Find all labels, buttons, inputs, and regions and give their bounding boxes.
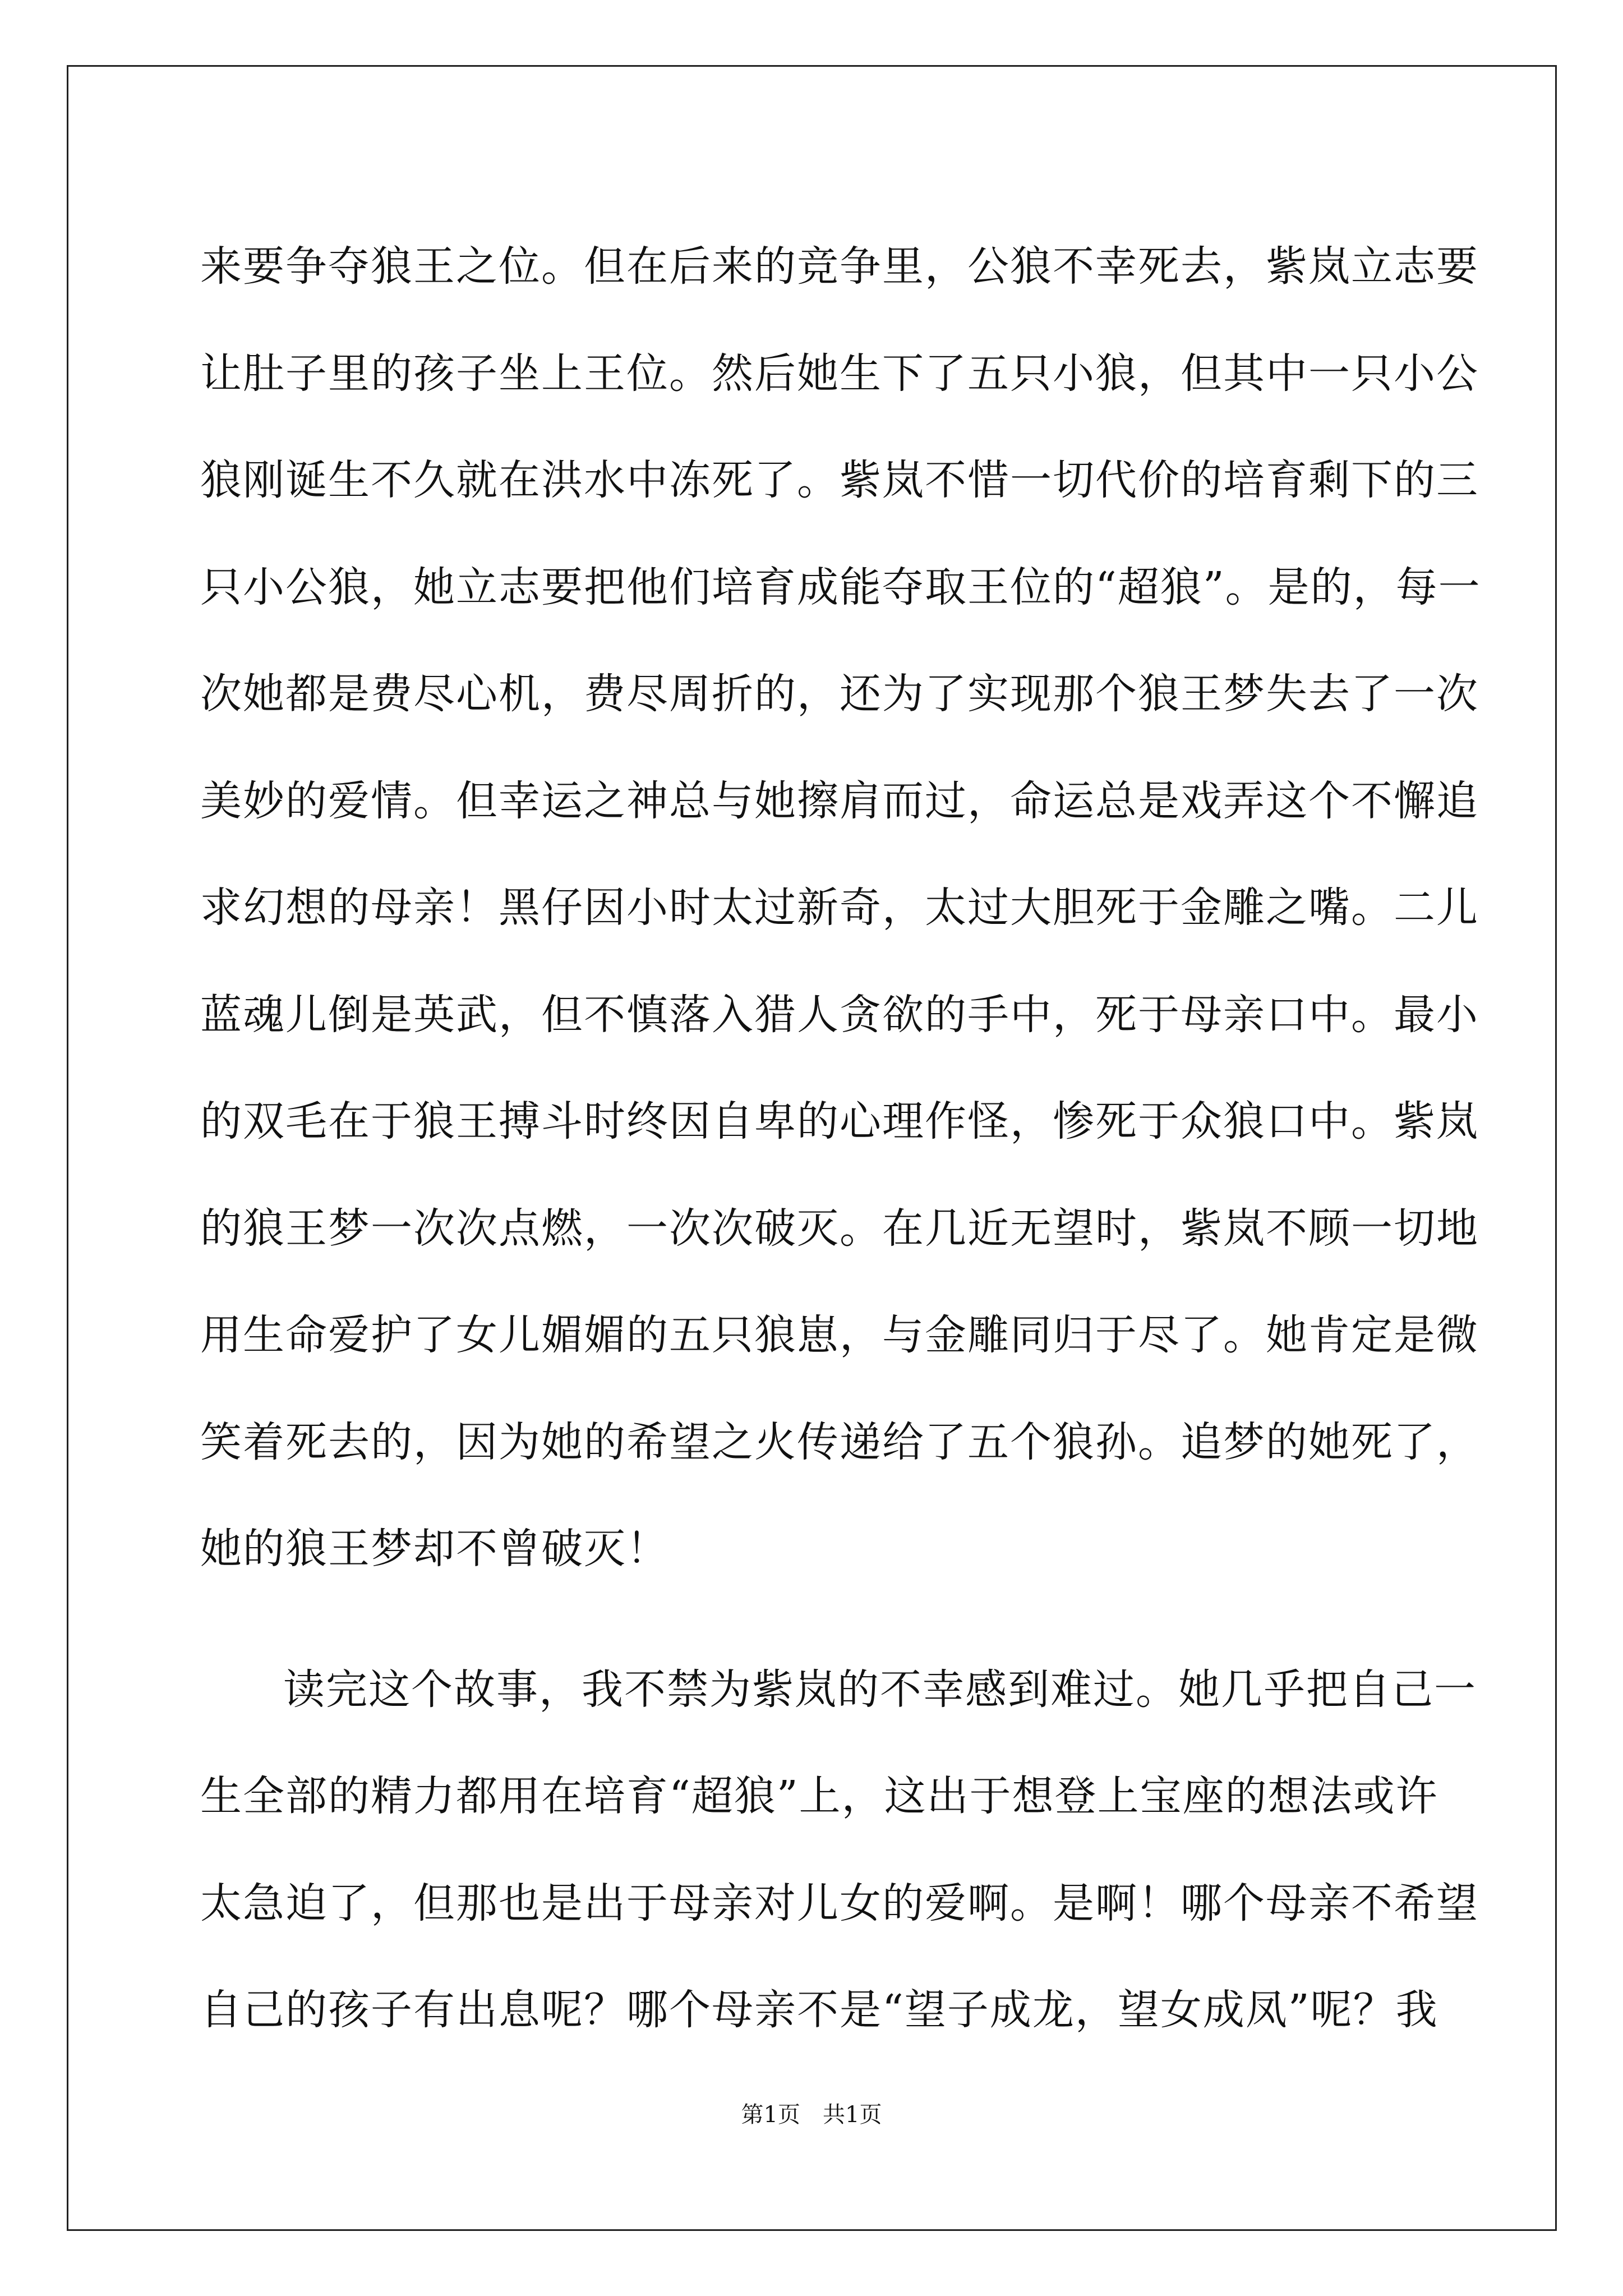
text-line: 太急迫了，但那也是出于母亲对儿女的爱啊。是啊！哪个母亲不希望 [200, 1879, 1479, 1927]
text-line: 求幻想的母亲！黑仔因小时太过新奇，太过大胆死于金雕之嘴。二儿 [200, 884, 1479, 932]
page-total: 共1页 [823, 2102, 882, 2128]
text-line: 次她都是费尽心机，费尽周折的，还为了实现那个狼王梦失去了一次 [200, 670, 1479, 718]
text-line: 的狼王梦一次次点燃，一次次破灭。在几近无望时，紫岚不顾一切地 [200, 1204, 1479, 1253]
text-line: 只小公狼，她立志要把他们培育成能夺取王位的“超狼”。是的，每一 [200, 563, 1481, 611]
text-line: 蓝魂儿倒是英武，但不慎落入猎人贪欲的手中，死于母亲口中。最小 [200, 990, 1479, 1039]
text-line: 自己的孩子有出息呢？哪个母亲不是“望子成龙，望女成凤”呢？我 [200, 1986, 1438, 2034]
text-line: 用生命爱护了女儿媚媚的五只狼崽，与金雕同归于尽了。她肯定是微 [200, 1311, 1479, 1359]
text-line: 来要争夺狼王之位。但在后来的竞争里，公狼不幸死去，紫岚立志要 [200, 242, 1479, 291]
text-line: 她的狼王梦却不曾破灭！ [200, 1525, 669, 1573]
paragraph-1 [200, 213, 1481, 1603]
page-footer [0, 2101, 1623, 2129]
page-number: 第1页 [741, 2102, 800, 2128]
text-line: 笑着死去的，因为她的希望之火传递给了五个狼孙。追梦的她死了， [200, 1418, 1479, 1466]
document-body [200, 213, 1481, 2064]
text-line: 的双毛在于狼王搏斗时终因自卑的心理作怪，惨死于众狼口中。紫岚 [200, 1097, 1479, 1145]
paragraph-2 [200, 1636, 1479, 2064]
text-line: 生全部的精力都用在培育“超狼”上，这出于想登上宝座的想法或许 [200, 1772, 1438, 1820]
text-line: 狼刚诞生不久就在洪水中冻死了。紫岚不惜一切代价的培育剩下的三 [200, 456, 1479, 504]
text-line: 让肚子里的孩子坐上王位。然后她生下了五只小狼，但其中一只小公 [200, 349, 1479, 398]
text-line: 美妙的爱情。但幸运之神总与她擦肩而过，命运总是戏弄这个不懈追 [200, 776, 1479, 825]
text-line: 读完这个故事，我不禁为紫岚的不幸感到难过。她几乎把自己一 [283, 1665, 1477, 1714]
